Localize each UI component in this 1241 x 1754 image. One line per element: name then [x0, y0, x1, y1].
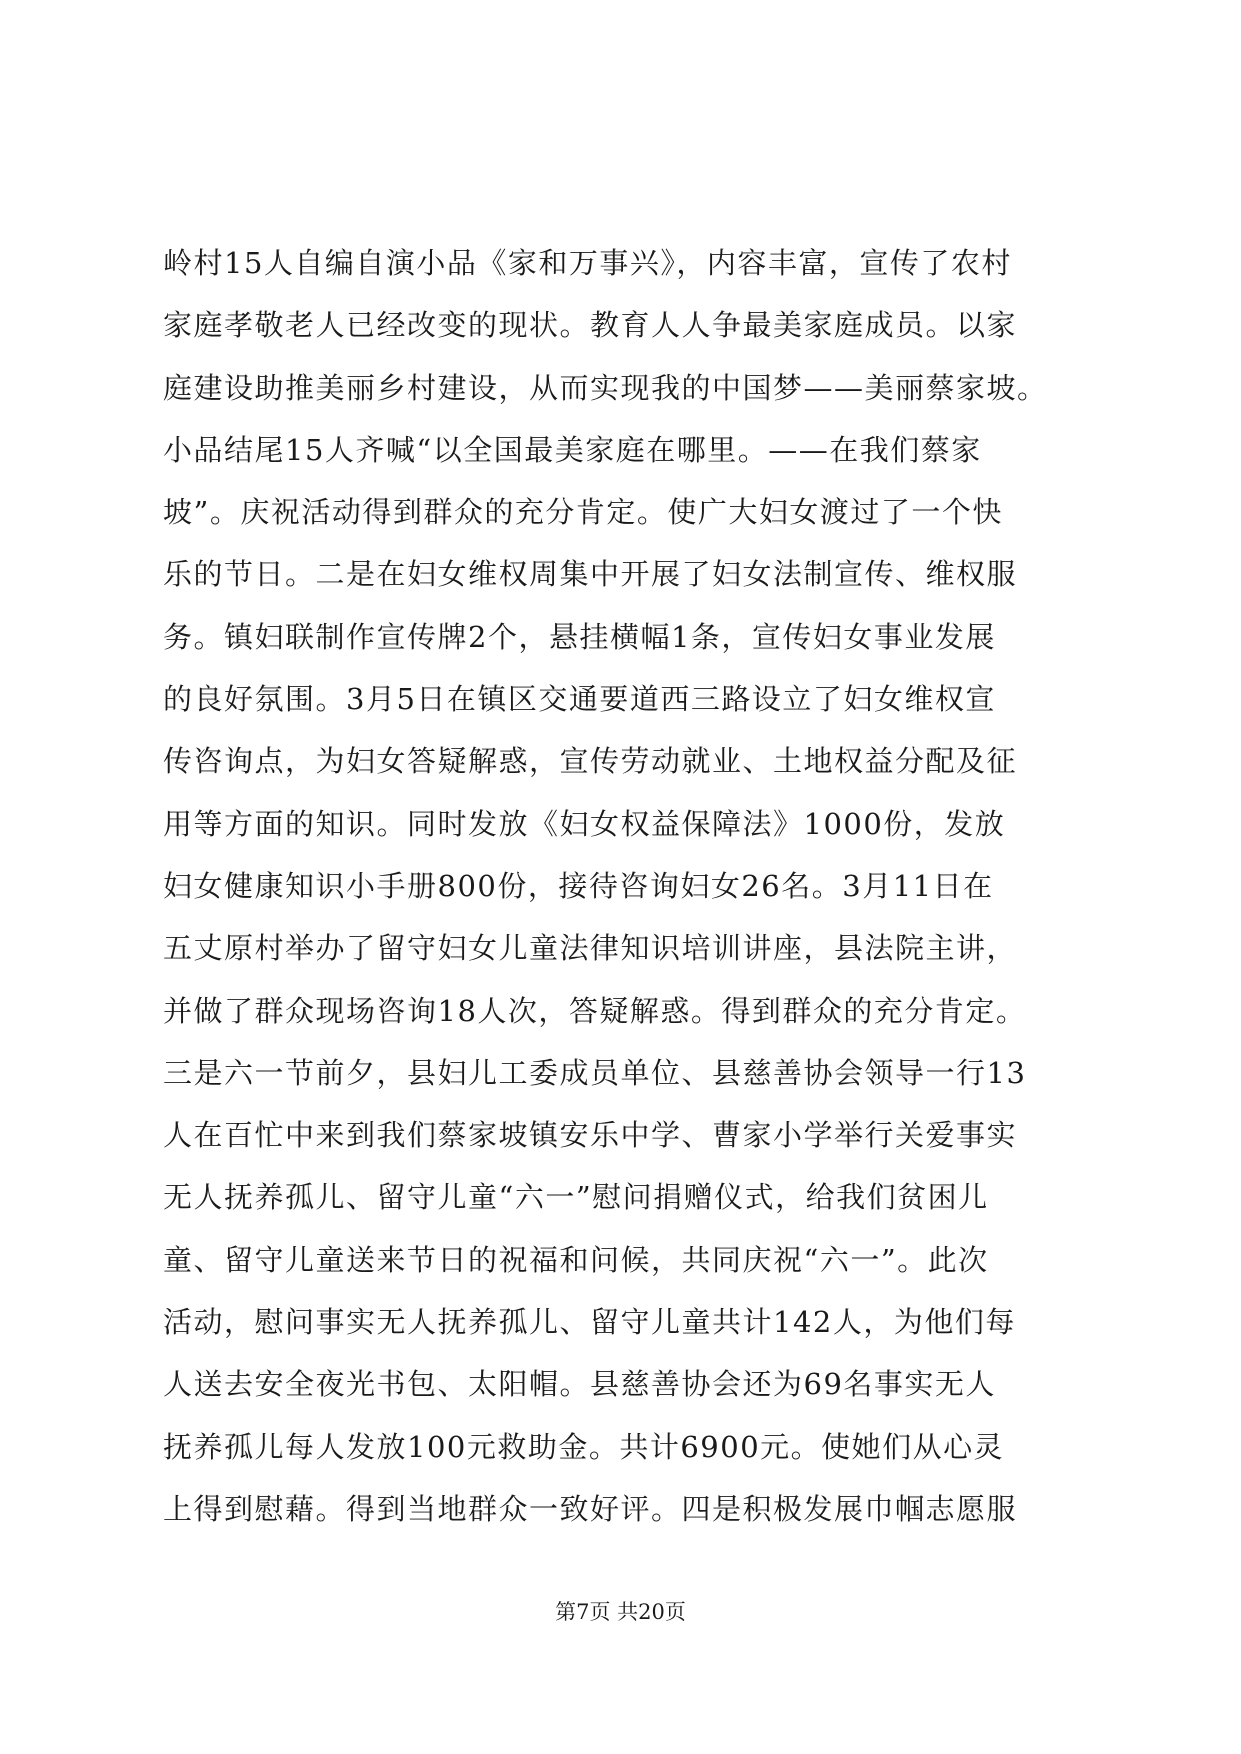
text-line-19: 人送去安全夜光书包、太阳帽。县慈善协会还为69名事实无人: [163, 1367, 996, 1402]
text-line-15: 人在百忙中来到我们蔡家坡镇安乐中学、曹家小学举行关爱事实: [163, 1118, 1018, 1153]
text-line-14: 三是六一节前夕，县妇儿工委成员单位、县慈善协会领导一行13: [163, 1055, 1027, 1090]
text-line-10: 用等方面的知识。同时发放《妇女权益保障法》1000份，发放: [163, 806, 1006, 841]
text-line-17: 童、留守儿童送来节日的祝福和问候，共同庆祝“六一”。此次: [163, 1242, 989, 1277]
text-line-9: 传咨询点，为妇女答疑解惑，宣传劳动就业、土地权益分配及征: [163, 744, 1018, 779]
text-line-2: 家庭孝敬老人已经改变的现状。教育人人争最美家庭成员。以家: [163, 308, 1018, 343]
text-line-1: 岭村15人自编自演小品《家和万事兴》，内容丰富，宣传了农村: [163, 246, 1012, 280]
text-line-5: 坡”。庆祝活动得到群众的充分肯定。使广大妇女渡过了一个快: [163, 495, 1003, 530]
text-line-8: 的良好氛围。3月5日在镇区交通要道西三路设立了妇女维权宣: [163, 682, 996, 717]
text-line-20: 抚养孤儿每人发放100元救助金。共计6900元。使她们从心灵: [163, 1429, 1005, 1464]
body-text: [163, 232, 1113, 1540]
text-line-21: 上得到慰藉。得到当地群众一致好评。四是积极发展巾帼志愿服: [163, 1491, 1018, 1526]
text-line-6: 乐的节日。二是在妇女维权周集中开展了妇女法制宣传、维权服: [163, 557, 1018, 592]
text-line-16: 无人抚养孤儿、留守儿童“六一”慰问捐赠仪式，给我们贫困儿: [163, 1180, 989, 1215]
text-line-4: 小品结尾15人齐喊“以全国最美家庭在哪里。——在我们蔡家: [163, 432, 982, 467]
text-line-3: 庭建设助推美丽乡村建设，从而实现我的中国梦——美丽蔡家坡。: [163, 370, 1048, 405]
text-line-11: 妇女健康知识小手册800份，接待咨询妇女26名。3月11日在: [163, 868, 994, 903]
text-line-18: 活动，慰问事实无人抚养孤儿、留守儿童共计142人，为他们每: [163, 1305, 1016, 1340]
text-line-7: 务。镇妇联制作宣传牌2个，悬挂横幅1条，宣传妇女事业发展: [163, 619, 996, 654]
page-number-footer: 第7页 共20页: [555, 1600, 686, 1624]
text-line-12: 五丈原村举办了留守妇女儿童法律知识培训讲座，县法院主讲，: [163, 931, 1018, 966]
text-line-13: 并做了群众现场咨询18人次，答疑解惑。得到群众的充分肯定。: [163, 993, 1027, 1028]
